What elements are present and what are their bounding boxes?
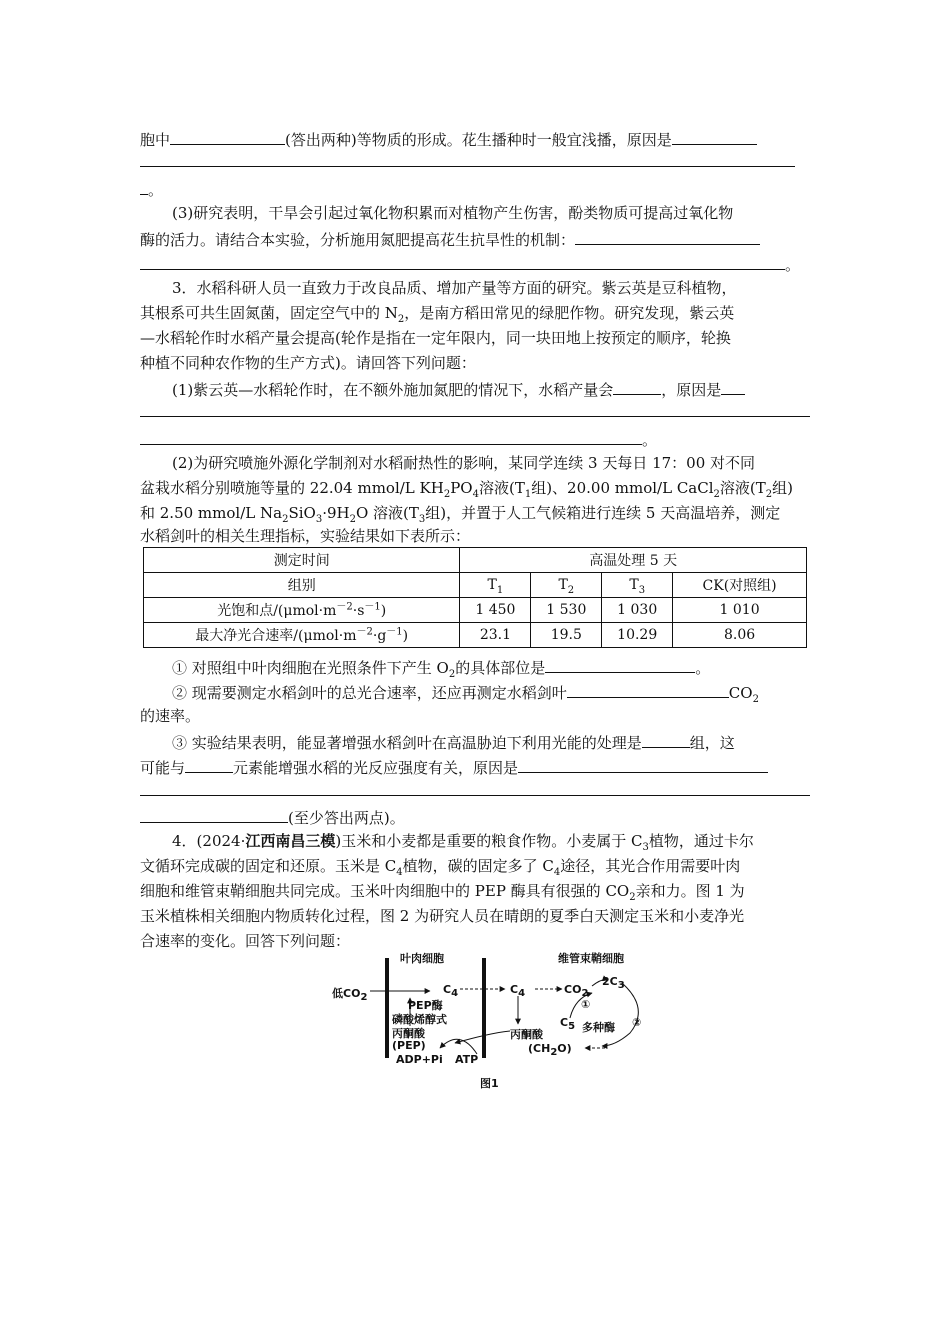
- table-cell: 光饱和点$/(\mu mol\cdot m^{-2}\cdot s^{-1})$: [144, 598, 460, 623]
- table-row: [144, 548, 807, 573]
- table-cell: 19.5: [531, 623, 602, 648]
- text-line: ② 现需要测定水稻剑叶的总光合速率，还应再测定水稻剑叶 $CO_2$: [172, 681, 812, 703]
- table-cell: 1 010: [673, 598, 807, 623]
- table-cell: 1 450: [460, 598, 531, 623]
- question-3-line: 3．水稻科研人员一直致力于改良品质、增加产量等方面的研究。紫云英是豆科植物，: [172, 279, 737, 297]
- table-cell: 1 530: [531, 598, 602, 623]
- label-pep-enzyme: PEP酶: [408, 999, 443, 1012]
- text-line: (3)研究表明，干旱会引起过氧化物积累而对植物产生伤害，酚类物质可提高过氧化物: [172, 204, 734, 222]
- answer-line: [140, 416, 810, 417]
- label-pep-2: 丙酮酸: [392, 1027, 425, 1040]
- label-atp: ATP: [455, 1053, 479, 1066]
- label-pep-1: 磷酸烯醇式: [392, 1013, 447, 1026]
- table-cell: $T_3$: [602, 573, 673, 598]
- table-row: [144, 623, 807, 648]
- table-cell: 23.1: [460, 623, 531, 648]
- label-2c3: $2C_3$: [602, 975, 625, 992]
- text-line: 胞中 (答出两种)等物质的形成。花生播种时一般宜浅播，原因是: [140, 128, 810, 150]
- table-cell: 8.06: [673, 623, 807, 648]
- table-cell: 10.29: [602, 623, 673, 648]
- text-line: —水稻轮作时水稻产量会提高(轮作是指在一定年限内，同一块田地上按预定的顺序，轮换: [140, 329, 731, 347]
- label-mesophyll: 叶肉细胞: [400, 952, 444, 965]
- table-cell: $T_1$: [460, 573, 531, 598]
- text-line: 文循环完成碳的固定和还原。玉米是 $C_4$植物，碳的固定多了 $C_4$途径，其光合作用需要叶肉: [140, 857, 741, 878]
- table-cell: $T_2$: [531, 573, 602, 598]
- label-low-co2: 低$CO_2$: [332, 987, 368, 1004]
- label-pyruvate: 丙酮酸: [510, 1028, 543, 1041]
- text-line: 可能与 元素能增强水稻的光反应强度有关，原因是: [140, 756, 810, 778]
- text-line: 酶的活力。请结合本实验，分析施用氮肥提高花生抗旱性的机制：: [140, 228, 810, 250]
- table-cell: 组别: [144, 573, 460, 598]
- label-step-2: ②: [632, 1016, 642, 1029]
- label-c5: $C_5$: [560, 1016, 576, 1033]
- text-line: (1)紫云英—水稻轮作时，在不额外施加氮肥的情况下，水稻产量会 ，原因是: [172, 378, 812, 400]
- text-line: 种植不同种农作物的生产方式)。请回答下列问题：: [140, 354, 476, 372]
- figure-caption: 图1: [480, 1077, 499, 1090]
- text-line: 。: [140, 253, 810, 275]
- label-pep-3: (PEP): [392, 1039, 426, 1052]
- text-line: 细胞和维管束鞘细胞共同完成。玉米叶肉细胞中的 PEP 酶具有很强的 $CO_2$亲和力。图 1 为: [140, 882, 745, 903]
- label-co2: $CO_2$: [564, 983, 589, 1000]
- figure-1: [330, 948, 660, 1093]
- label-ch2o: $(CH_2O)$: [528, 1042, 572, 1059]
- text-line: 水稻剑叶的相关生理指标，实验结果如下表所示：: [140, 527, 471, 545]
- label-enzymes: 多种酶: [582, 1021, 615, 1034]
- text-line: (至少答出两点)。: [140, 806, 810, 828]
- text-line: ① 对照组中叶肉细胞在光照条件下产生 $O_2$的具体部位是 。: [172, 656, 812, 678]
- answer-line: [140, 795, 810, 796]
- text-line: 和 2.50 mmol/L $Na_2SiO_3\cdot 9H_2O$ 溶液($T_3$组)，并置于人工气候箱进行连续 5 天高温培养，测定: [140, 504, 781, 525]
- answer-line: [140, 166, 795, 167]
- label-c4-left: $C_4$: [443, 983, 459, 1000]
- label-c4-right: $C_4$: [510, 983, 526, 1000]
- table-row: [144, 573, 807, 598]
- table-row: [144, 598, 807, 623]
- table-cell: 测定时间: [144, 548, 460, 573]
- text-line: ③ 实验结果表明，能显著增强水稻剑叶在高温胁迫下利用光能的处理是 组，这: [172, 731, 812, 753]
- table-cell: 高温处理 5 天: [460, 548, 807, 573]
- label-adp: ADP+Pi: [396, 1053, 443, 1066]
- table-cell: 最大净光合速率$/(\mu mol\cdot m^{-2}\cdot g^{-1})$: [144, 623, 460, 648]
- text-line: 其根系可共生固氮菌，固定空气中的 $N_2$，是南方稻田常见的绿肥作物。研究发现，紫云英: [140, 304, 735, 325]
- data-table: [143, 547, 807, 648]
- text-line: 盆栽水稻分别喷施等量的 22.04 mmol/L $KH_2PO_4$溶液($T_1$组)、20.00 mmol/L CaCl$_2$溶液($T_2$组): [140, 479, 793, 500]
- text-line: (2)为研究喷施外源化学制剂对水稻耐热性的影响，某同学连续 3 天每日 17：00 对不同: [172, 454, 756, 472]
- table-cell: CK(对照组): [673, 573, 807, 598]
- text-line: 合速率的变化。回答下列问题：: [140, 932, 351, 950]
- cell-membrane-left: [385, 958, 389, 1058]
- text-line: 玉米植株相关细胞内物质转化过程，图 2 为研究人员在晴朗的夏季白天测定玉米和小麦净光: [140, 907, 745, 925]
- table-cell: 1 030: [602, 598, 673, 623]
- text-line: 。: [140, 428, 810, 450]
- text-line: 的速率。: [140, 707, 201, 725]
- question-4-line: 4．(2024·江西南昌三模)玉米和小麦都是重要的粮食作物。小麦属于 $C_3$植物，通过卡尔: [172, 832, 754, 853]
- label-step-1: ①: [581, 998, 591, 1011]
- cell-membrane-right: [482, 958, 486, 1058]
- label-bundle-sheath: 维管束鞘细胞: [558, 952, 624, 965]
- text-line: 。: [140, 178, 810, 200]
